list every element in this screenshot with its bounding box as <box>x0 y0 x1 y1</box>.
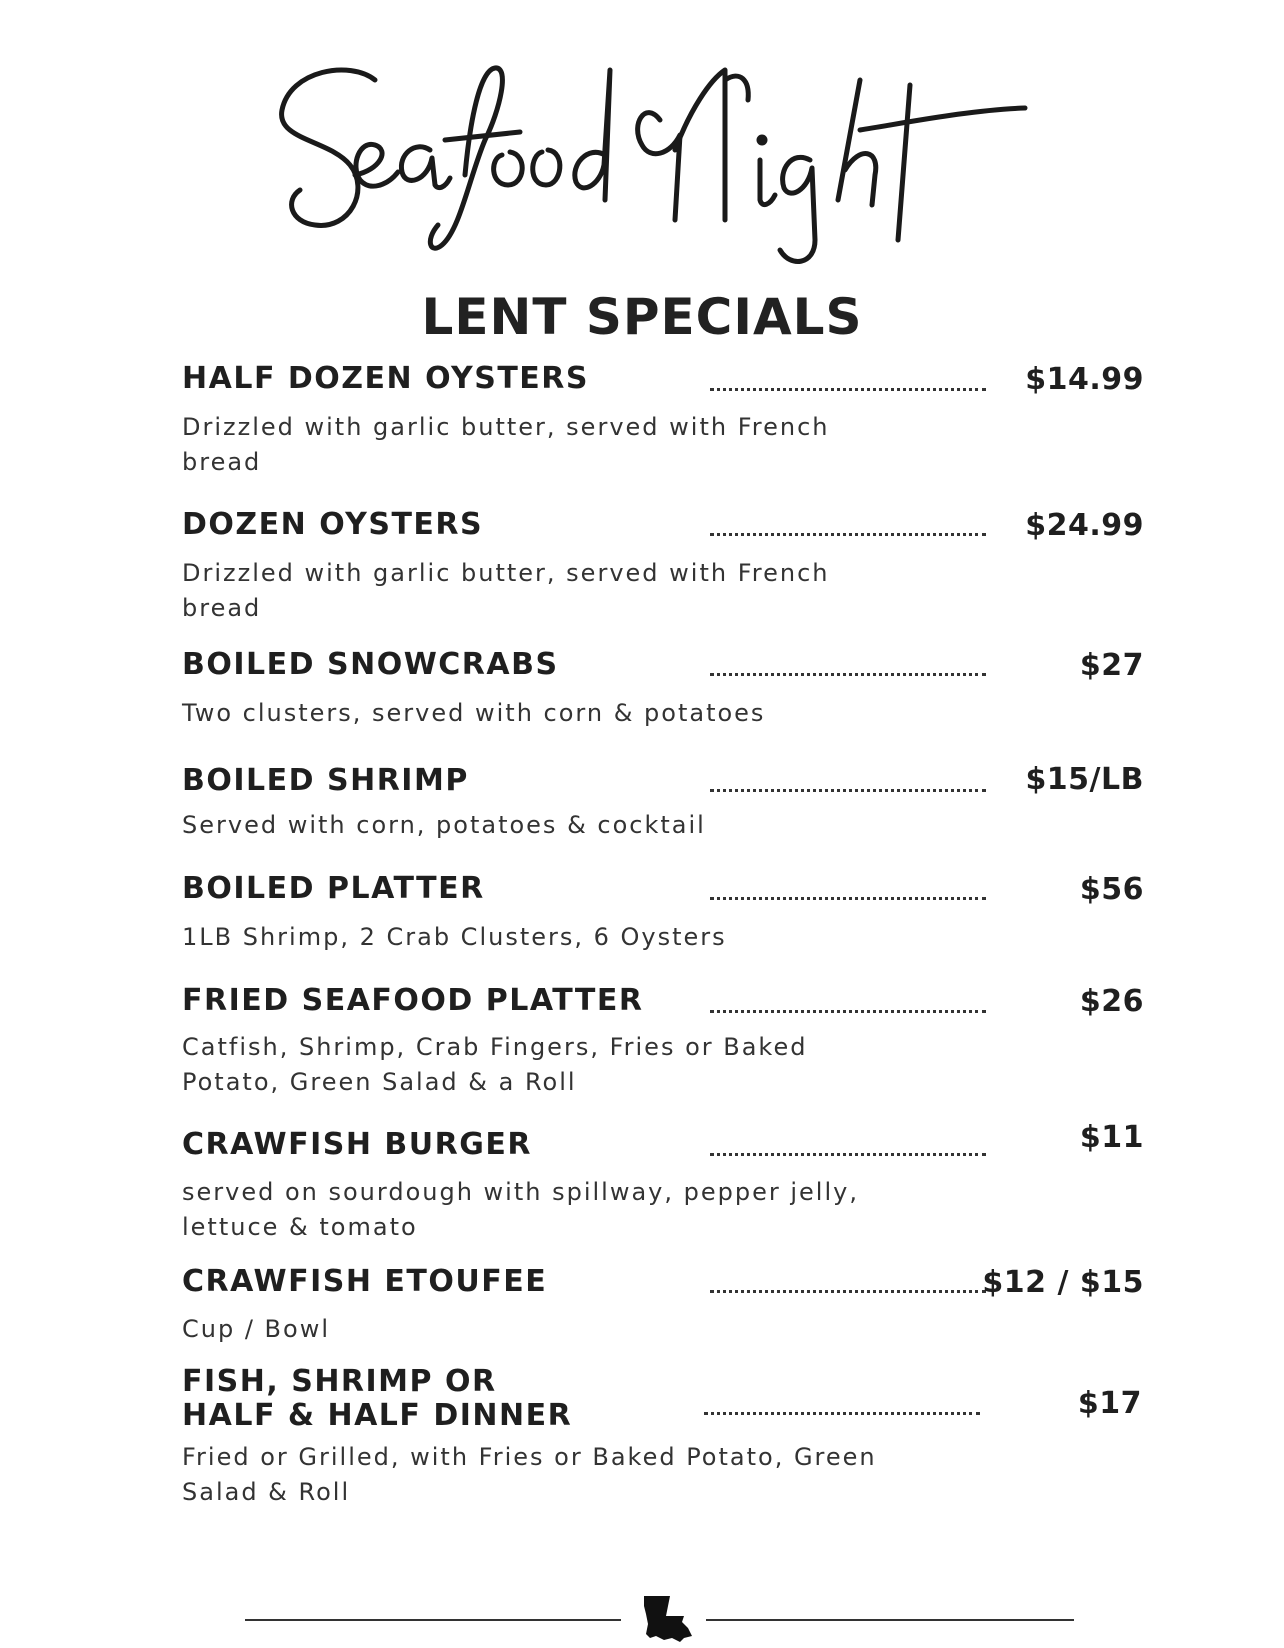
menu-item-price: $12 / $15 <box>982 1265 1144 1300</box>
menu-item-description: Served with corn, potatoes & cocktail <box>182 811 706 839</box>
dotted-leader <box>710 533 986 536</box>
louisiana-state-icon <box>640 1594 694 1644</box>
menu-item-description: Fried or Grilled, with Fries or Baked Potato, Green Salad & Roll <box>182 1443 877 1506</box>
page-subtitle: LENT SPECIALS <box>421 288 863 346</box>
dotted-leader <box>704 1412 980 1415</box>
menu-item-price: $15/LB <box>1025 762 1144 797</box>
menu-item-description: Cup / Bowl <box>182 1315 330 1343</box>
dotted-leader <box>710 1153 986 1156</box>
menu-item-description: Two clusters, served with corn & potatoes <box>182 699 766 727</box>
menu-item-price: $56 <box>1079 872 1144 907</box>
dotted-leader <box>710 1290 986 1293</box>
menu-item-name: DOZEN OYSTERS <box>182 507 484 542</box>
menu-item-name: BOILED SHRIMP <box>182 763 469 798</box>
script-title <box>270 40 1030 270</box>
menu-item-description: Drizzled with garlic butter, served with French bread <box>182 413 830 476</box>
menu-item-description: served on sourdough with spillway, pepper jelly, lettuce & tomato <box>182 1178 859 1241</box>
dotted-leader <box>710 897 986 900</box>
menu-item-name: CRAWFISH BURGER <box>182 1127 532 1162</box>
menu-item-name: CRAWFISH ETOUFEE <box>182 1264 548 1299</box>
footer-divider-right <box>706 1619 1074 1621</box>
menu-item-description: Drizzled with garlic butter, served with French bread <box>182 559 830 622</box>
dotted-leader <box>710 789 986 792</box>
script-title-lettering <box>270 40 1030 270</box>
dotted-leader <box>710 1010 986 1013</box>
menu-item-price: $26 <box>1079 984 1144 1019</box>
menu-item-name: FRIED SEAFOOD PLATTER <box>182 983 644 1018</box>
menu-item-price: $24.99 <box>1025 508 1144 543</box>
menu-item-name: BOILED SNOWCRABS <box>182 647 559 682</box>
menu-item-name: FISH, SHRIMP OR HALF & HALF DINNER <box>182 1364 573 1433</box>
dotted-leader <box>710 673 986 676</box>
menu-item-price: $17 <box>1077 1386 1142 1421</box>
menu-item-description: Catfish, Shrimp, Crab Fingers, Fries or Baked Potato, Green Salad & a Roll <box>182 1033 808 1096</box>
menu-item-price: $27 <box>1079 648 1144 683</box>
menu-item-name: BOILED PLATTER <box>182 871 485 906</box>
menu-item-price: $11 <box>1079 1120 1144 1155</box>
menu-item-price: $14.99 <box>1025 362 1144 397</box>
menu-item-description: 1LB Shrimp, 2 Crab Clusters, 6 Oysters <box>182 923 727 951</box>
dotted-leader <box>710 388 986 391</box>
footer-divider-left <box>245 1619 621 1621</box>
menu-item-name: HALF DOZEN OYSTERS <box>182 361 590 396</box>
